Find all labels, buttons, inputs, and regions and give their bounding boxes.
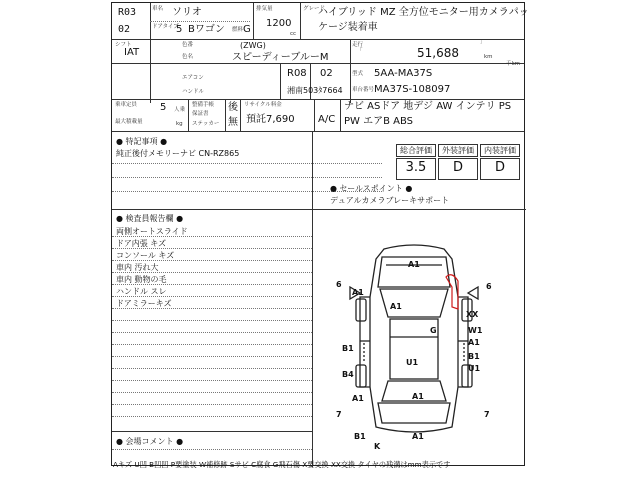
plate-number: 湘南503ﾀ7664 (287, 86, 343, 95)
mark-xx: XX (466, 310, 479, 319)
mileage-unit: km (484, 54, 493, 60)
doors: 5 (176, 24, 183, 35)
mark-b1-rear: B1 (354, 432, 366, 441)
year: R03 (118, 7, 137, 18)
special-title: ● 特記事項 ● (116, 137, 168, 146)
color-code: (ZWG) (240, 41, 266, 50)
chassis-label: 車台番号 (352, 87, 375, 93)
displacement-unit: cc (290, 31, 297, 37)
inspector-line: 車内 汚れ大 (116, 263, 159, 272)
warranty-label: 保証書 (192, 111, 209, 117)
mark-u1-center: U1 (406, 358, 419, 367)
recycle-label: リサイクル料金 (244, 102, 282, 108)
mark-b1-right: B1 (468, 352, 480, 361)
mark-6-left: 6 (336, 280, 342, 289)
damage-legend: Aキズ U凹 B凹凹 P要塗装 W補修跡 Sサビ C腐食 G飛石傷 X要交換 XX交換 タイヤの残溝はmm表示です (113, 460, 451, 469)
inspector-line: 車内 動物の毛 (116, 275, 167, 284)
handle-label: ハンドル (182, 89, 205, 95)
mark-b4: B4 (342, 370, 354, 379)
model-label: 車名 (152, 6, 164, 12)
car-model: ソリオ (172, 7, 202, 18)
chassis-number: MA37S-108097 (374, 84, 451, 95)
mark-a1-hood: A1 (390, 302, 402, 311)
sticker-label: ステッカー (192, 121, 220, 127)
capacity-unit: 人乗 (174, 107, 186, 113)
mark-w1: W1 (468, 326, 483, 335)
equipment-line2: PW エアB ABS (344, 116, 414, 127)
grade-label: グレード (303, 6, 326, 12)
inspector-title: ● 検査員報告欄 ● (116, 214, 184, 223)
inspector-line: ハンドル スレ (116, 287, 167, 296)
load-label: 最大積載量 (115, 119, 143, 125)
mark-b1-left: B1 (342, 344, 354, 353)
interior-grade: D (480, 158, 520, 180)
mark-g: G (430, 326, 437, 335)
exterior-grade-label: 外装評価 (438, 144, 478, 157)
recycle-value: 預託7,690 (246, 114, 295, 125)
month: 02 (118, 24, 131, 35)
equipment-line1: ナビ ASドア 地デジ AW インテリ PS (344, 101, 512, 112)
capacity: 5 (160, 102, 167, 113)
total-grade-label: 総合評価 (396, 144, 436, 157)
ac-value: A/C (318, 114, 336, 125)
model-code: 5AA-MA37S (374, 68, 433, 79)
mark-a1-front: A1 (408, 260, 420, 269)
mark-a1-bumper: A1 (412, 432, 424, 441)
fuel-label: 燃料 (232, 27, 244, 33)
car-damage-diagram (334, 237, 494, 449)
aircon-label: エアコン (182, 75, 204, 81)
sticker-value: 無 (228, 117, 238, 128)
mark-7-left: 7 (336, 410, 342, 419)
mileage-close: 」 (480, 39, 486, 45)
shift: IAT (124, 47, 140, 58)
mileage-label: 走行 (352, 42, 364, 48)
manual-label: 整備手帳 (192, 102, 215, 108)
shift-label: シフト (115, 42, 132, 48)
mark-7-right: 7 (484, 410, 490, 419)
mark-a1-rear-left: A1 (352, 394, 364, 403)
grade-line1: ハイブリッド MZ 全方位モニター用カメラパッ (318, 7, 529, 18)
mark-k: K (374, 442, 381, 449)
doors-label: ドアタイプ (152, 24, 179, 30)
model-code-label: 型式 (352, 71, 364, 77)
color-name: スピーディーブルーM (232, 52, 329, 63)
mark-a1-rear: A1 (412, 392, 424, 401)
mark-6-right: 6 (486, 282, 492, 291)
mileage: 51,688 (417, 46, 459, 60)
load-unit: kg (176, 121, 183, 127)
total-grade: 3.5 (396, 158, 436, 180)
inspector-line: ドアミラーキズ (116, 299, 172, 308)
color-label: 色名 (182, 54, 194, 60)
mileage-unit-alt: 千km (506, 61, 521, 67)
mileage-open: 「 (357, 48, 363, 54)
displacement: 1200 (266, 18, 292, 29)
mark-a1-right: A1 (468, 338, 480, 347)
inspector-line: ドア内張 キズ (116, 239, 167, 248)
displacement-label: 排気量 (256, 6, 273, 12)
manual-value: 後 (228, 102, 238, 113)
exterior-grade: D (438, 158, 478, 180)
capacity-label: 乗車定員 (115, 102, 138, 108)
venue-title: ● 会場コメント ● (116, 437, 184, 446)
sales-point-title: ● セールスポイント ● (330, 184, 413, 193)
fuel: G (243, 24, 251, 35)
mark-a1-left-mirror: A1 (352, 288, 364, 297)
special-line-1: 純正後付メモリーナビ CN-RZ865 (116, 149, 240, 158)
interior-grade-label: 内装評価 (480, 144, 520, 157)
body-type: Bワゴン (188, 24, 225, 35)
auction-sheet (111, 2, 529, 466)
sales-point-text: デュアルカメラブレーキサポート (330, 196, 450, 205)
inspection-month: 02 (320, 68, 333, 79)
inspector-line: 両側オートスライド (116, 227, 188, 236)
inspector-line: コンソール キズ (116, 251, 175, 260)
mark-u1-right: U1 (468, 364, 481, 373)
grade-line2: ケージ装着車 (318, 22, 378, 33)
color-code-label: 色番 (182, 42, 194, 48)
inspection-year: R08 (287, 68, 307, 79)
